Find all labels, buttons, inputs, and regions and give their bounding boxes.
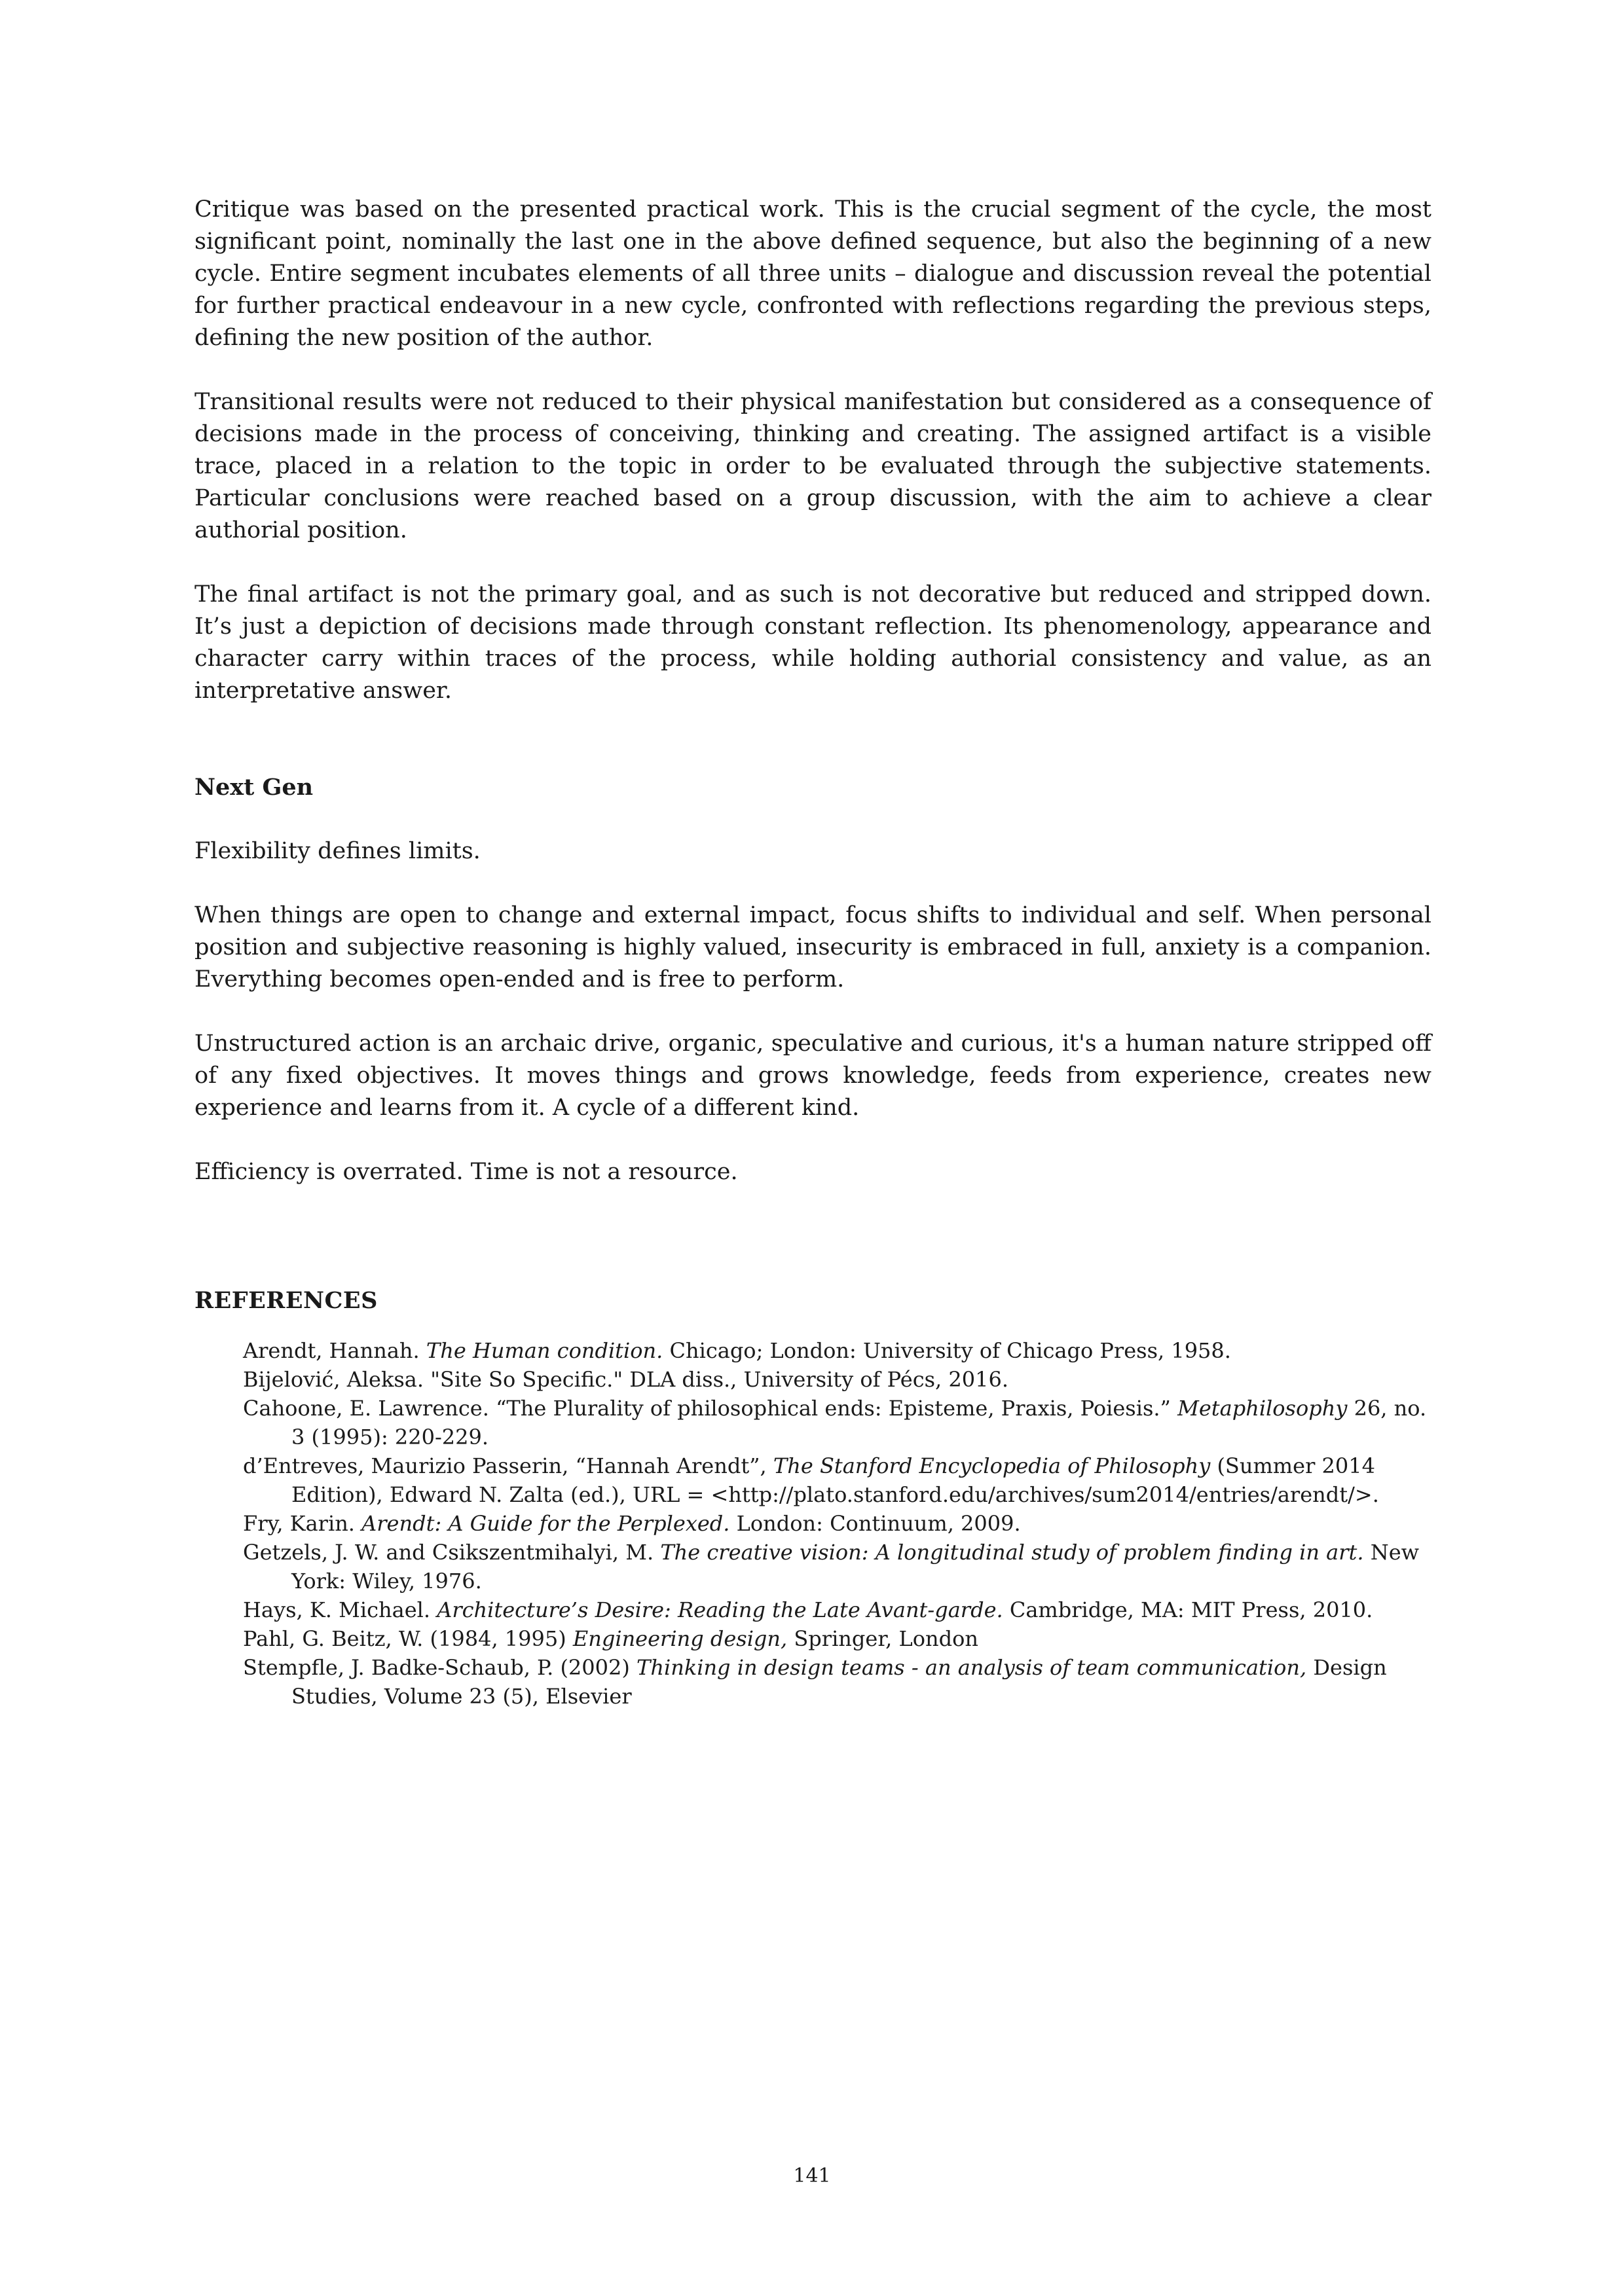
- references-heading: REFERENCES: [194, 1287, 378, 1314]
- body-paragraph: When things are open to change and external impact, focus shifts to individual and self. When personal position and subjective reasoning is highly valued, insecurity is embraced in full, anxiety is a companion. Everything becomes open-ended and is free to perform.: [194, 902, 1431, 993]
- reference-item: Hays, K. Michael. Architecture’s Desire: Reading the Late Avant-garde. Cambridge, MA: MIT Press, 2010.: [243, 1597, 1373, 1622]
- reference-list: [243, 1336, 1431, 1711]
- body-paragraph: Unstructured action is an archaic drive, organic, speculative and curious, it's a human nature stripped off of any fixed objectives. It moves things and grows knowledge, feeds from experience, creates new experience and learns from it. A cycle of a different kind.: [194, 1030, 1431, 1121]
- page-number: 141: [793, 2164, 831, 2187]
- reference-item: Arendt, Hannah. The Human condition. Chicago; London: University of Chicago Press, 1958.: [243, 1338, 1231, 1363]
- reference-item: d’Entreves, Maurizio Passerin, “Hannah Arendt”, The Stanford Encyclopedia of Philosophy (Summer 2014 Edition), Edward N. Zalta (ed.), URL = <http://plato.stanford.edu/archives/sum2014/entries/arendt/>.: [243, 1453, 1379, 1507]
- body-paragraph: Efficiency is overrated. Time is not a resource.: [194, 1159, 738, 1185]
- reference-item: Pahl, G. Beitz, W. (1984, 1995) Engineering design, Springer, London: [243, 1626, 978, 1651]
- section-heading: Next Gen: [194, 774, 314, 801]
- reference-item: Fry, Karin. Arendt: A Guide for the Perplexed. London: Continuum, 2009.: [243, 1511, 1021, 1536]
- reference-item: Bijelović, Aleksa. "Site So Specific." DLA diss., University of Pécs, 2016.: [243, 1367, 1008, 1392]
- body-paragraph: Critique was based on the presented practical work. This is the crucial segment of the cycle, the most significant point, nominally the last one in the above defined sequence, but also the beginning of a new cycle. Entire segment incubates elements of all three units – dialogue and discussion reveal the potential for further practical endeavour in a new cycle, confronted with reflections regarding the previous steps, defining the new position of the author.: [194, 196, 1431, 351]
- body-paragraph: Flexibility defines limits.: [194, 838, 481, 864]
- page-content: [194, 194, 1431, 1711]
- reference-item: Getzels, J. W. and Csikszentmihalyi, M. The creative vision: A longitudinal study of problem finding in art. New York: Wiley, 1976.: [243, 1540, 1420, 1594]
- reference-item: Cahoone, E. Lawrence. “The Plurality of philosophical ends: Episteme, Praxis, Poiesis.” Metaphilosophy 26, no. 3 (1995): 220-229.: [243, 1396, 1427, 1449]
- body-paragraph: Transitional results were not reduced to their physical manifestation but considered as a consequence of decisions made in the process of conceiving, thinking and creating. The assigned artifact is a visible trace, placed in a relation to the topic in order to be evaluated through the subjective statements. Particular conclusions were reached based on a group discussion, with the aim to achieve a clear authorial position.: [194, 389, 1431, 543]
- body-paragraph: The final artifact is not the primary goal, and as such is not decorative but reduced and stripped down. It’s just a depiction of decisions made through constant reflection. Its phenomenology, appearance and character carry within traces of the process, while holding authorial consistency and value, as an interpretative answer.: [194, 581, 1431, 704]
- reference-item: Stempfle, J. Badke-Schaub, P. (2002) Thinking in design teams - an analysis of team communication, Design Studies, Volume 23 (5), Elsevier: [243, 1655, 1387, 1709]
